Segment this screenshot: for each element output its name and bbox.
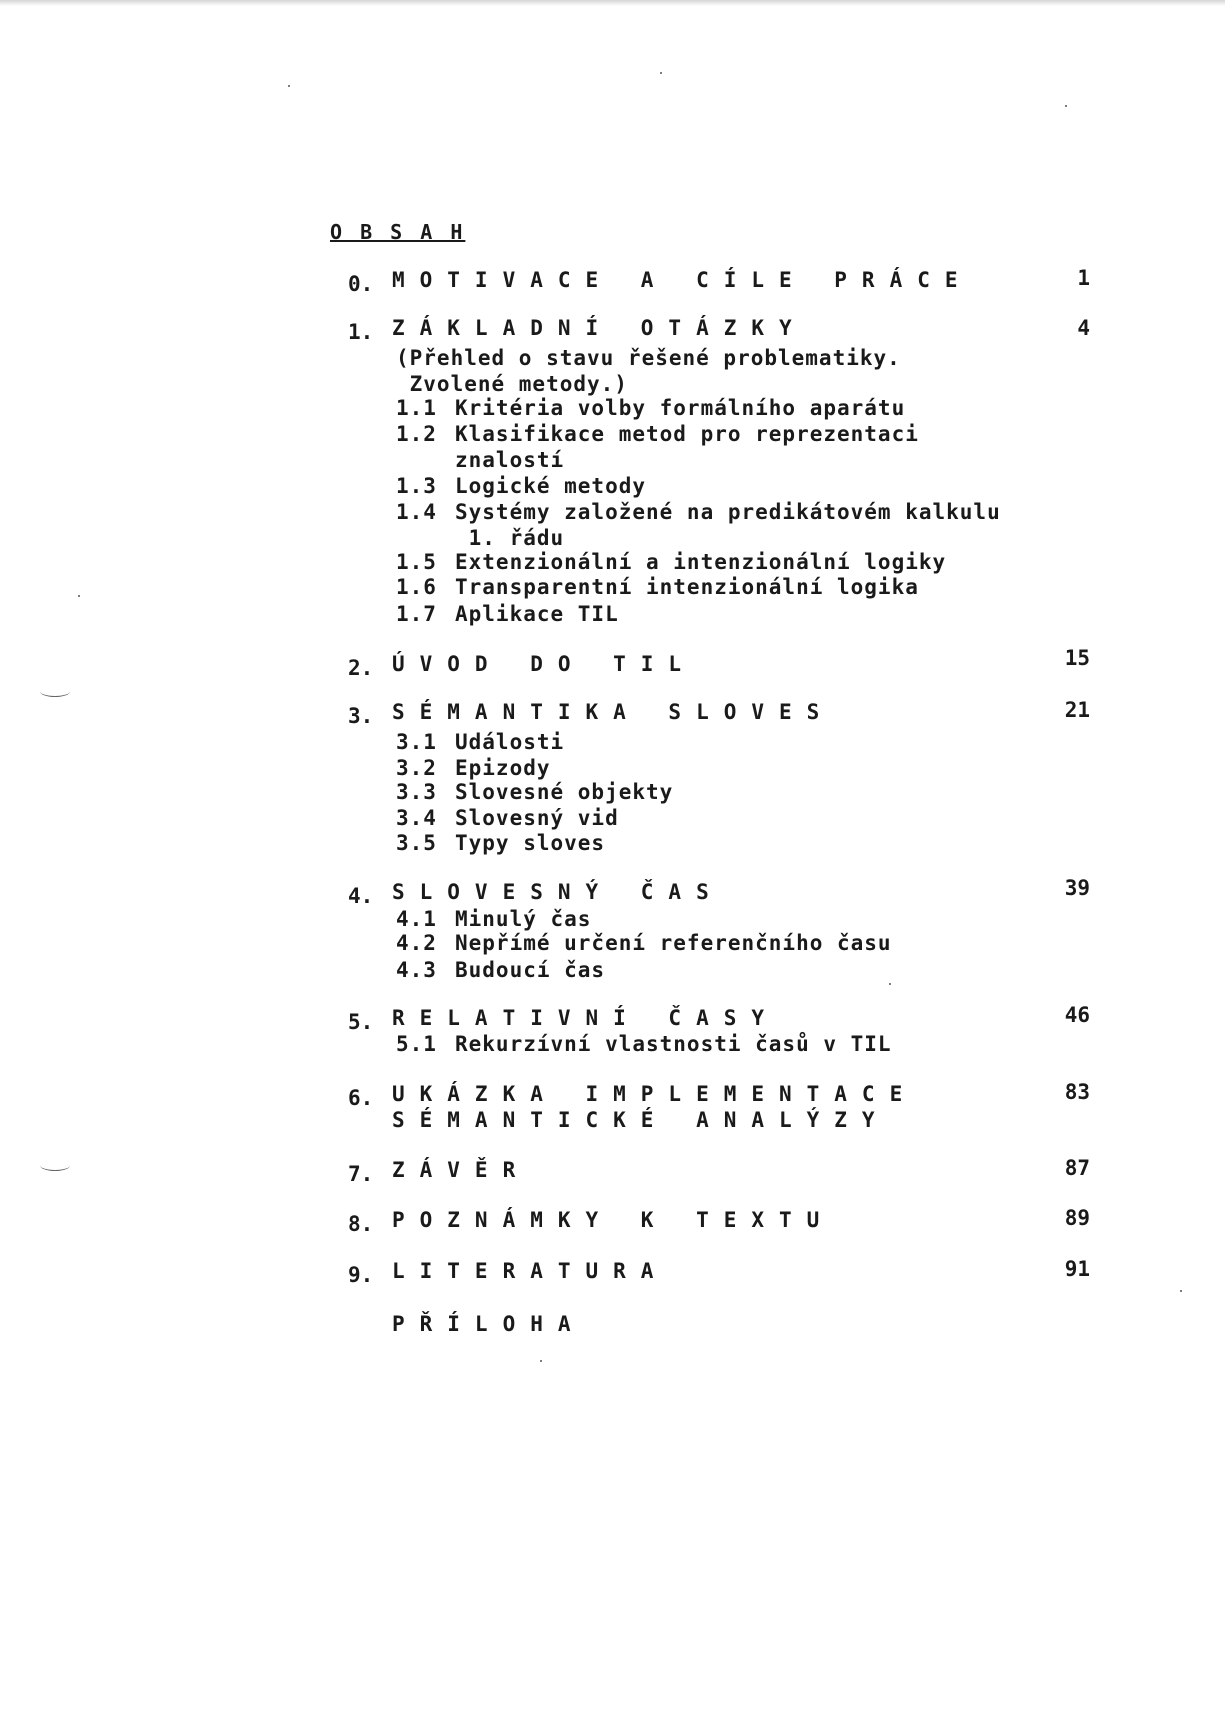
chapter-page: 91 [1064, 1257, 1090, 1281]
chapter-title: ZÁVĚR [392, 1158, 531, 1182]
scan-speck [1180, 1290, 1182, 1292]
chapter-number: 8. [348, 1212, 374, 1236]
chapter-title: SÉMANTIKA SLOVES [392, 700, 835, 724]
subsection-number: 1.2 [396, 422, 437, 446]
chapter-page: 39 [1064, 876, 1090, 900]
chapter-title: SLOVESNÝ ČAS [392, 880, 724, 904]
toc-heading: O B S A H [330, 220, 466, 244]
subsection-title: Události [455, 730, 565, 754]
chapter-number: 3. [348, 704, 374, 728]
subsection-title: Minulý čas [455, 907, 592, 931]
chapter-title: MOTIVACE A CÍLE PRÁCE [392, 268, 973, 292]
subsection-number: 5.1 [396, 1032, 437, 1056]
appendix-title: PŘÍLOHA [392, 1312, 586, 1336]
scan-speck [78, 595, 80, 597]
subsection-title: Aplikace TIL [455, 602, 619, 626]
chapter-number: 1. [348, 320, 374, 344]
subsection-number: 1.1 [396, 396, 437, 420]
subsection-number: 3.4 [396, 806, 437, 830]
subsection-title-cont: znalostí [455, 448, 565, 472]
subsection-title: Rekurzívní vlastnosti časů v TIL [455, 1032, 892, 1056]
subsection-title: Budoucí čas [455, 958, 606, 982]
chapter-title: LITERATURA [392, 1259, 669, 1283]
scan-edge [0, 0, 1225, 6]
chapter-page: 4 [1077, 316, 1090, 340]
subsection-title: Extenzionální a intenzionální logiky [455, 550, 947, 574]
scan-speck [660, 72, 662, 74]
subsection-title-cont: 1. řádu [455, 526, 565, 550]
chapter-page: 1 [1077, 266, 1090, 290]
subsection-number: 3.3 [396, 780, 437, 804]
subsection-title: Slovesný vid [455, 806, 619, 830]
chapter-number: 4. [348, 884, 374, 908]
subsection-number: 3.1 [396, 730, 437, 754]
subsection-title: Nepřímé určení referenčního času [455, 931, 892, 955]
chapter-title: UKÁZKA IMPLEMENTACE [392, 1082, 918, 1106]
chapter-page: 15 [1064, 646, 1090, 670]
chapter-page: 46 [1064, 1003, 1090, 1027]
chapter-page: 83 [1064, 1080, 1090, 1104]
chapter-page: 89 [1064, 1206, 1090, 1230]
subsection-title: Kritéria volby formálního aparátu [455, 396, 906, 420]
chapter-page: 87 [1064, 1156, 1090, 1180]
subsection-title: Systémy založené na predikátovém kalkulu [455, 500, 1001, 524]
chapter-note-line: Zvolené metody.) [396, 372, 628, 396]
scan-speck [288, 85, 290, 87]
subsection-title: Typy sloves [455, 831, 606, 855]
subsection-number: 1.5 [396, 550, 437, 574]
chapter-title: ÚVOD DO TIL [392, 652, 697, 676]
subsection-title: Klasifikace metod pro reprezentaci [455, 422, 919, 446]
subsection-number: 3.2 [396, 756, 437, 780]
subsection-title: Logické metody [455, 474, 647, 498]
subsection-number: 4.3 [396, 958, 437, 982]
chapter-title-cont: SÉMANTICKÉ ANALÝZY [392, 1108, 890, 1132]
chapter-title: ZÁKLADNÍ OTÁZKY [392, 316, 807, 340]
subsection-title: Transparentní intenzionální logika [455, 575, 919, 599]
subsection-number: 4.2 [396, 931, 437, 955]
scan-speck [540, 1360, 542, 1362]
subsection-number: 1.3 [396, 474, 437, 498]
chapter-title: POZNÁMKY K TEXTU [392, 1208, 835, 1232]
subsection-title: Epizody [455, 756, 551, 780]
chapter-number: 9. [348, 1263, 374, 1287]
chapter-number: 7. [348, 1162, 374, 1186]
scan-speck [889, 983, 891, 985]
subsection-number: 4.1 [396, 907, 437, 931]
subsection-number: 1.6 [396, 575, 437, 599]
scan-speck [1065, 105, 1067, 107]
punch-hole-mark [40, 1160, 70, 1171]
chapter-page: 21 [1064, 698, 1090, 722]
chapter-title: RELATIVNÍ ČASY [392, 1006, 780, 1030]
subsection-number: 3.5 [396, 831, 437, 855]
chapter-number: 5. [348, 1010, 374, 1034]
chapter-number: 6. [348, 1086, 374, 1110]
subsection-number: 1.7 [396, 602, 437, 626]
punch-hole-mark [40, 686, 70, 697]
subsection-number: 1.4 [396, 500, 437, 524]
chapter-number: 2. [348, 656, 374, 680]
subsection-title: Slovesné objekty [455, 780, 674, 804]
chapter-note-line: (Přehled o stavu řešené problematiky. [396, 346, 901, 370]
chapter-number: 0. [348, 272, 374, 296]
